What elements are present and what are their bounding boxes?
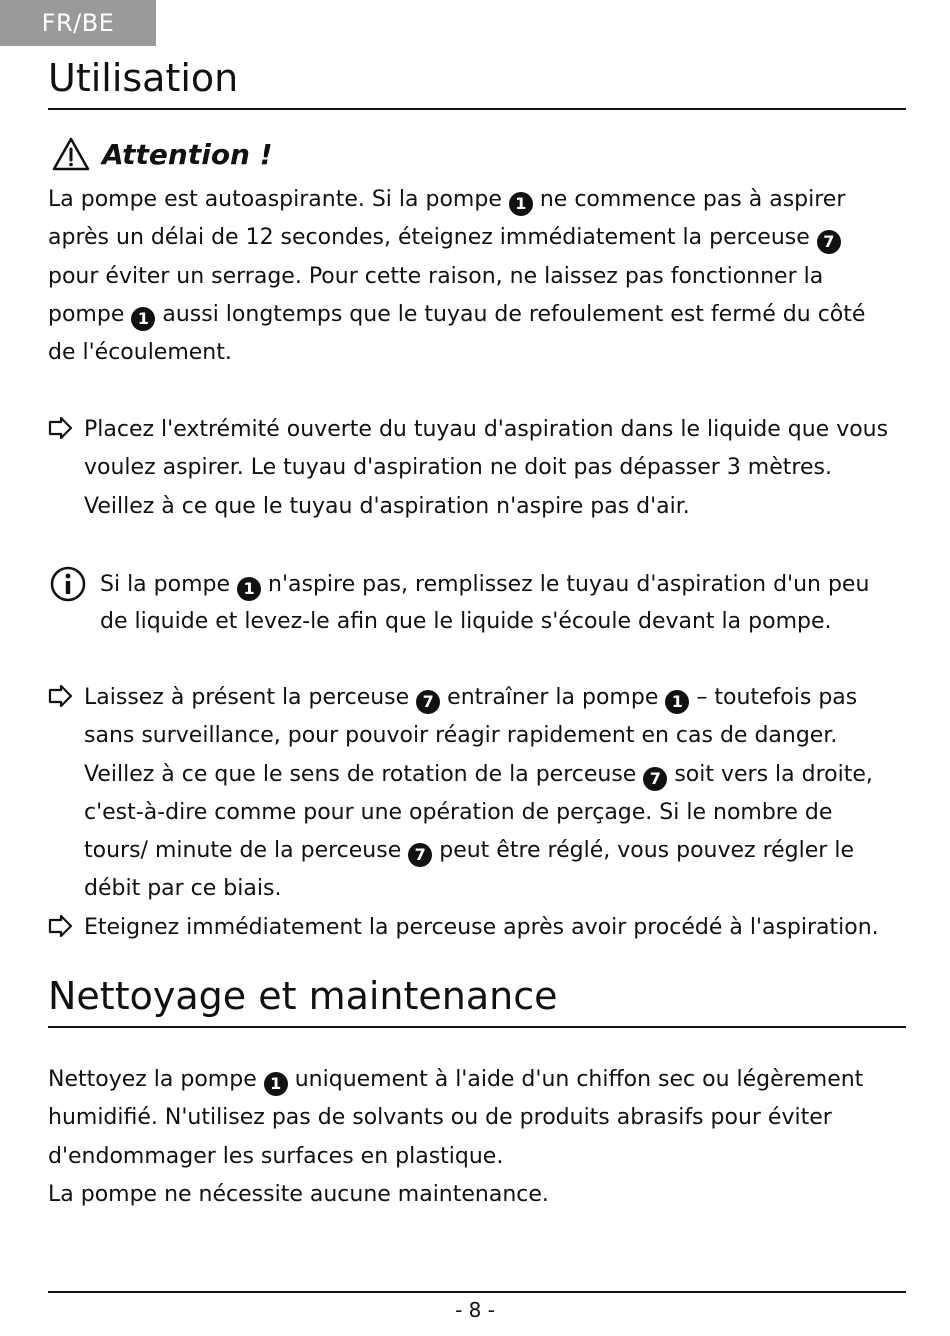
cleaning-text: Nettoyez la pompe 1 uniquement à l'aide d'un chiffon sec ou légèrement humidifié. N'utilisez pas de solvants ou de produits abrasifs pour éviter d'endommager les surfaces en plastique. La pompe ne nécessite aucune maintenance. [48, 1067, 864, 1207]
page-number: - 8 - [455, 1298, 495, 1322]
ref-badge: 7 [817, 230, 841, 254]
step-text: Eteignez immédiatement la perceuse après avoir procédé à l'aspiration. [84, 915, 879, 940]
list-item [48, 411, 898, 526]
warning-triangle-icon [52, 136, 90, 172]
arrow-right-icon [48, 684, 74, 708]
step-text: Placez l'extrémité ouverte du tuyau d'aspiration dans le liquide que vous voulez aspirer. Le tuyau d'aspiration ne doit pas dépasser 3 mètres. Veillez à ce que le tuyau d'aspiration n'aspire pas d'air. [84, 417, 889, 519]
language-tab: FR/BE [0, 0, 156, 46]
attention-heading [52, 132, 273, 176]
step-text: Laissez à présent la perceuse 7 entraîner la pompe 1 – toutefois pas sans surveillance, pour pouvoir réagir rapidement en cas de danger. Veillez à ce que le sens de rotation de la perceuse 7 soit vers la droite, c'est-à-dire comme pour une opération de perçage. Si le nombre de tours/ minute de la perceuse 7 peut être réglé, vous pouvez régler le débit par ce biais. [84, 685, 873, 902]
info-note [48, 566, 898, 640]
section-title-usage: Utilisation [48, 56, 239, 100]
ref-badge: 1 [264, 1072, 288, 1096]
ref-badge: 1 [509, 192, 533, 216]
attention-title: Attention ! [102, 137, 273, 171]
info-icon [50, 566, 86, 602]
list-item [48, 679, 898, 909]
ref-badge: 1 [131, 307, 155, 331]
ref-badge: 7 [408, 843, 432, 867]
arrow-right-icon [48, 416, 74, 440]
ref-badge: 1 [237, 577, 261, 601]
ref-badge: 7 [643, 767, 667, 791]
section-title-cleaning: Nettoyage et maintenance [48, 974, 558, 1018]
attention-text: La pompe est autoaspirante. Si la pompe 1 ne commence pas à aspirer après un délai de 12 secondes, éteignez immédiatement la perceuse 7 pour éviter un serrage. Pour cette raison, ne laissez pas fonctionner la pompe 1 aussi longtemps que le tuyau de refoulement est fermé du côté de l'écoulement. [48, 187, 866, 366]
ref-badge: 1 [665, 690, 689, 714]
footer-rule [48, 1291, 906, 1293]
arrow-right-icon [48, 914, 74, 938]
info-text: Si la pompe 1 n'aspire pas, remplissez le tuyau d'aspiration d'un peu de liquide et levez-le afin que le liquide s'écoule devant la pompe. [100, 572, 870, 634]
ref-badge: 7 [416, 690, 440, 714]
title-rule [48, 108, 906, 110]
title-rule [48, 1026, 906, 1028]
list-item [48, 909, 898, 947]
